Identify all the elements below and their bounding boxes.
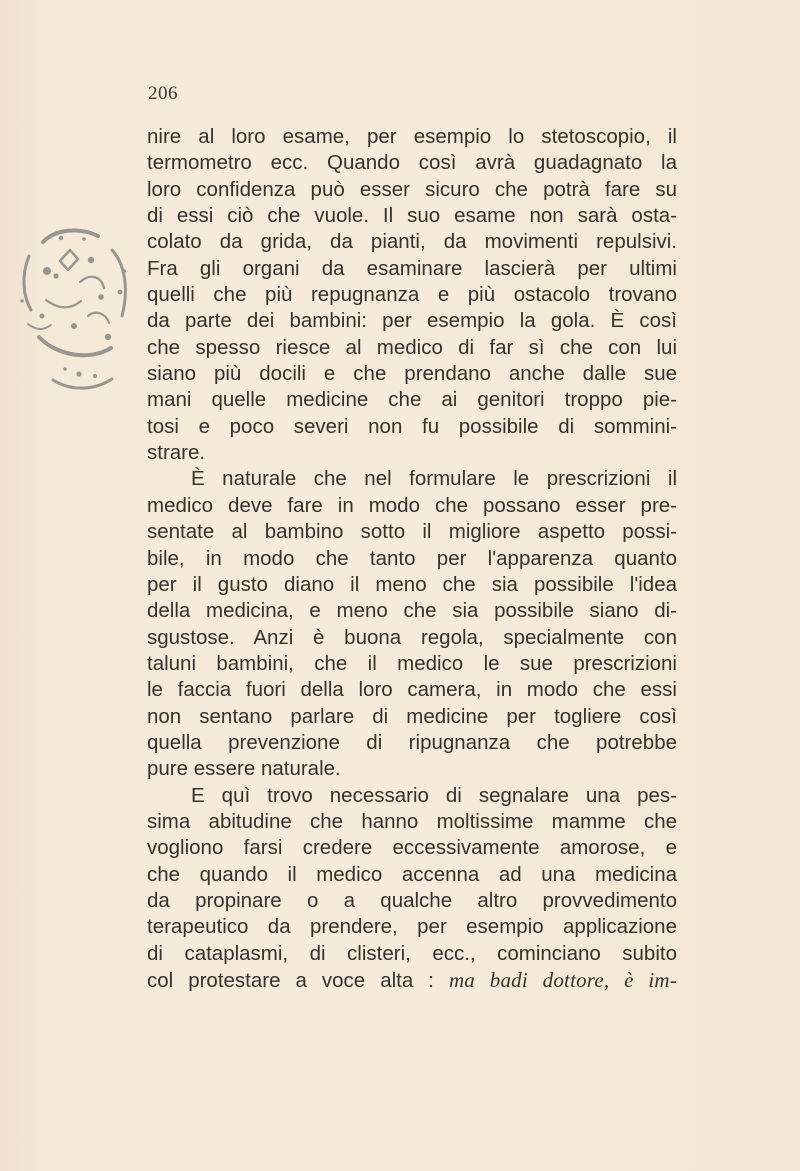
paragraph-end-line: pure essere naturale. (147, 757, 341, 781)
text-line: colato da grida, da pianti, da movimenti repulsivi. (147, 230, 677, 254)
text-line: di cataplasmi, di clisteri, ecc., cominciano subito (147, 941, 677, 965)
paragraph-start-line: E quì trovo necessario di segnalare una pes- (191, 783, 677, 807)
page-number: 206 (148, 83, 178, 104)
paragraph-end-line: strare. (147, 441, 206, 465)
text-line: terapeutico da prendere, per esempio applicazione (147, 915, 677, 939)
text-line: di essi ciò che vuole. Il suo esame non sarà osta- (147, 204, 677, 228)
text-line: che quando il medico accenna ad una medicina (147, 862, 677, 886)
text-line: vogliono farsi credere eccessivamente amorose, e (147, 836, 677, 860)
text-line: non sentano parlare di medicine per togliere così (147, 704, 677, 728)
text-line: siano più docili e che prendano anche dalle sue (147, 362, 677, 386)
final-line-prefix: col protestare a voce alta : (147, 969, 449, 992)
italic-quotation: ma badi dottore, è im- (448, 968, 677, 992)
final-text-line (147, 967, 677, 993)
text-line: sima abitudine che hanno moltissime mamme che (147, 809, 677, 833)
text-line: bile, in modo che tanto per l'apparenza quanto (147, 546, 677, 570)
text-line: medico deve fare in modo che possano esser pre- (147, 493, 677, 517)
text-line: mani quelle medicine che ai genitori troppo pie- (147, 388, 677, 412)
library-stamp-mark (8, 198, 136, 418)
text-line: taluni bambini, che il medico le sue prescrizioni (147, 651, 677, 675)
text-line: Fra gli organi da esaminare lascierà per ultimi (147, 256, 677, 280)
text-line: le faccia fuori della loro camera, in modo che essi (147, 678, 677, 702)
text-line: per il gusto diano il meno che sia possibile l'idea (147, 572, 677, 596)
text-line: tosi e poco severi non fu possibile di sommini- (147, 414, 677, 438)
body-text (147, 124, 677, 993)
text-line: da propinare o a qualche altro provvedimento (147, 888, 677, 912)
text-line: sgustose. Anzi è buona regola, specialmente con (147, 625, 677, 649)
text-line: da parte dei bambini: per esempio la gola. È così (147, 309, 677, 333)
text-line: termometro ecc. Quando così avrà guadagnato la (147, 151, 677, 175)
text-line: loro confidenza può esser sicuro che potrà fare su (147, 177, 677, 201)
text-line: della medicina, e meno che sia possibile siano di- (147, 599, 677, 623)
text-line: che spesso riesce al medico di far sì che con lui (147, 335, 677, 359)
text-line: sentate al bambino sotto il migliore aspetto possi- (147, 520, 677, 544)
paragraph-start-line: È naturale che nel formulare le prescrizioni il (191, 467, 677, 491)
text-line: quelli che più repugnanza e più ostacolo trovano (147, 283, 677, 307)
text-line: nire al loro esame, per esempio lo stetoscopio, il (147, 125, 677, 148)
text-line: quella prevenzione di ripugnanza che potrebbe (147, 730, 677, 754)
